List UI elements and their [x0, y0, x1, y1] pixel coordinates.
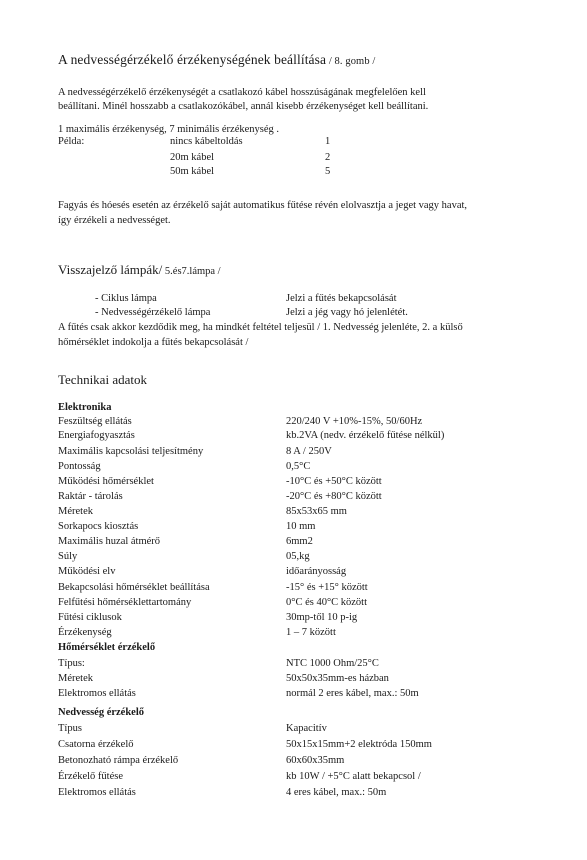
spec-value: 0°C és 40°C között — [286, 597, 368, 608]
spec-label: Fűtési ciklusok — [58, 612, 122, 623]
example-value: 2 — [325, 152, 331, 163]
spec-value: kb 10W / +5°C alatt bekapcsol / — [286, 771, 421, 782]
spec-label: Működési hőmérséklet — [58, 476, 154, 487]
spec-value: időarányosság — [286, 566, 347, 577]
spec-value: 10 mm — [286, 521, 316, 532]
spec-label: Maximális kapcsolási teljesítmény — [58, 446, 204, 457]
spec-label: Elektromos ellátás — [58, 787, 136, 798]
spec-label: Elektromos ellátás — [58, 688, 136, 699]
paragraph-line: hőmérséklet indokolja a fűtés bekapcsolását / — [58, 337, 249, 348]
example-label: Példa: — [58, 136, 85, 147]
example-desc: nincs kábeltoldás — [170, 136, 243, 147]
spec-label: Méretek — [58, 673, 93, 684]
spec-label: Típus: — [58, 658, 85, 669]
example-desc: 20m kábel — [170, 152, 215, 163]
spec-label: Méretek — [58, 506, 93, 517]
spec-label: Maximális huzal átmérő — [58, 536, 161, 547]
spec-label: Sorkapocs kiosztás — [58, 521, 139, 532]
spec-label: Érzékenység — [58, 627, 112, 638]
spec-value: 50x15x15mm+2 elektróda 150mm — [286, 739, 432, 750]
spec-value: 05,kg — [286, 551, 310, 562]
lamp-desc: Jelzi a jég vagy hó jelenlétét. — [286, 307, 408, 318]
paragraph-line: A nedvességérzékelő érzékenységét a csatlakozó kábel hosszúságának megfelelően kell — [58, 87, 426, 98]
spec-value: NTC 1000 Ohm/25°C — [286, 658, 379, 669]
spec-value: 6mm2 — [286, 536, 313, 547]
paragraph-line: Fagyás és hóesés esetén az érzékelő saját automatikus fűtése révén elolvasztja a jeget vagy havat, — [58, 200, 468, 211]
spec-value: 0,5°C — [286, 461, 311, 472]
spec-value: -15° és +15° között — [286, 582, 368, 593]
spec-label: Csatorna érzékelő — [58, 739, 134, 750]
spec-label: Működési elv — [58, 566, 116, 577]
spec-label: Pontosság — [58, 461, 101, 472]
group-heading: Elektronika — [58, 402, 112, 413]
section-title-sensitivity — [58, 52, 375, 68]
spec-label: Feszültség ellátás — [58, 416, 132, 427]
spec-value: 50x50x35mm-es házban — [286, 673, 389, 684]
spec-value: Kapacitív — [286, 723, 327, 734]
paragraph-line: 1 maximális érzékenység, 7 minimális érzékenység . — [58, 124, 280, 135]
example-value: 5 — [325, 166, 331, 177]
spec-label: Érzékelő fűtése — [58, 771, 124, 782]
spec-label: Betonozható rámpa érzékelő — [58, 755, 179, 766]
spec-value: -20°C és +80°C között — [286, 491, 382, 502]
section-title-text: Visszajelző lámpák/ — [58, 262, 163, 277]
spec-value: 220/240 V +10%-15%, 50/60Hz — [286, 416, 423, 427]
spec-label: Felfűtési hőmérséklettartomány — [58, 597, 192, 608]
spec-label: Energiafogyasztás — [58, 430, 135, 441]
spec-value: normál 2 eres kábel, max.: 50m — [286, 688, 419, 699]
lamp-name: - Ciklus lámpa — [95, 293, 157, 304]
spec-label: Típus — [58, 723, 82, 734]
group-heading: Hőmérséklet érzékelő — [58, 642, 156, 653]
spec-value: 85x53x65 mm — [286, 506, 347, 517]
example-desc: 50m kábel — [170, 166, 215, 177]
spec-label: Bekapcsolási hőmérséklet beállítása — [58, 582, 210, 593]
spec-value: 8 A / 250V — [286, 446, 332, 457]
spec-value: 1 – 7 között — [286, 627, 336, 638]
paragraph-line: így érzékeli a nedvességet. — [58, 215, 171, 226]
spec-label: Raktár - tárolás — [58, 491, 123, 502]
section-title-technical: Technikai adatok — [58, 372, 147, 387]
example-value: 1 — [325, 136, 331, 147]
spec-value: kb.2VA (nedv. érzékelő fűtése nélkül) — [286, 430, 445, 441]
section-title-suffix: 5.és7.lámpa / — [162, 266, 221, 277]
group-heading: Nedvesség érzékelő — [58, 707, 145, 718]
spec-value: 4 eres kábel, max.: 50m — [286, 787, 387, 798]
paragraph-line: A fűtés csak akkor kezdődik meg, ha mindkét feltétel teljesül / 1. Nedvesség jelenléte, 2. a külső — [58, 322, 463, 333]
section-title-suffix: / 8. gomb / — [326, 56, 376, 67]
section-title-lamps — [58, 262, 221, 278]
spec-value: 30mp-től 10 p-ig — [286, 612, 358, 623]
spec-label: Súly — [58, 551, 78, 562]
lamp-desc: Jelzi a fűtés bekapcsolását — [286, 293, 397, 304]
spec-value: 60x60x35mm — [286, 755, 345, 766]
section-title-text: A nedvességérzékelő érzékenységének beállítása — [58, 52, 327, 67]
spec-value: -10°C és +50°C között — [286, 476, 382, 487]
paragraph-line: beállítani. Minél hosszabb a csatlakozókábel, annál kisebb érzékenységet kell beállítani. — [58, 101, 429, 112]
lamp-name: - Nedvességérzékelő lámpa — [95, 307, 211, 318]
